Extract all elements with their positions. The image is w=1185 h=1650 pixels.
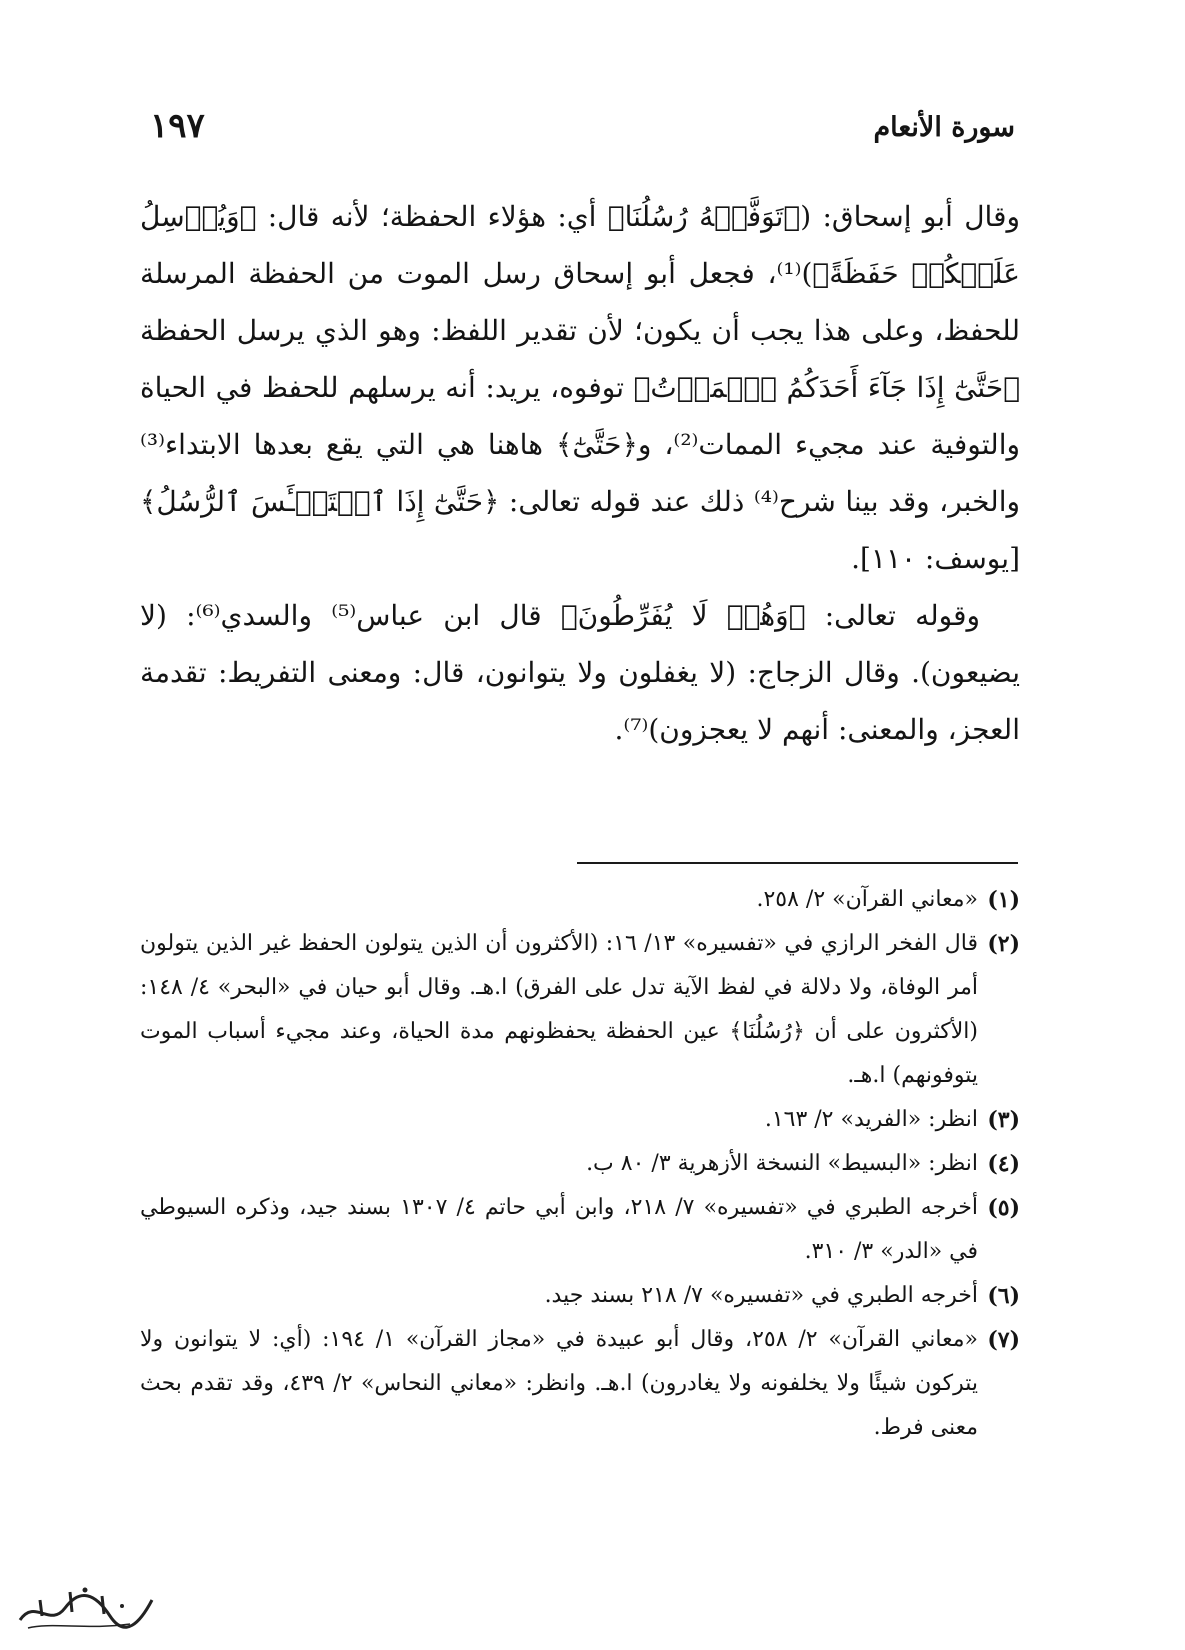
paragraph-2: وقوله تعالى: ﴿وَهُمۡ لَا يُفَرِّطُونَ﴾ قال ابن عباس⁽⁵⁾ والسدي⁽⁶⁾: (لا يضيعون). وقال الزجاج: (لا يغفلون ولا يتوانون، قال: ومعنى التفريط: تقدمة العجز، والمعنى: أنهم لا يعجزون)⁽⁷⁾. [140, 599, 1020, 746]
footnote-4 [140, 1142, 1020, 1186]
footnotes [140, 878, 1020, 1450]
footnote-5 [140, 1186, 1020, 1274]
footnote-text: أخرجه الطبري في «تفسيره» ٧/ ٢١٨، وابن أبي حاتم ٤/ ١٣٠٧ بسند جيد، وذكره السيوطي في «الدر» ٣/ ٣١٠. [140, 1195, 979, 1264]
footnote-text: أخرجه الطبري في «تفسيره» ٧/ ٢١٨ بسند جيد. [544, 1283, 978, 1308]
footnote-number: (٥) [987, 1195, 1020, 1221]
footnote-number: (١) [987, 887, 1020, 913]
footnote-number: (٣) [987, 1107, 1020, 1133]
page-header [150, 106, 1015, 162]
footnote-7 [140, 1318, 1020, 1450]
footnote-number: (٢) [987, 931, 1020, 957]
footnote-text: قال الفخر الرازي في «تفسيره» ١٣/ ١٦: (الأكثرون أن الذين يتولون الحفظ غير الذين يتولون أمر الوفاة، ولا دلالة في لفظ الآية تدل على الفرق) ا.هـ. وقال أبو حيان في «البحر» ٤/ ١٤٨: (الأكثرون على أن ﴿رُسُلُنَا﴾ عين الحفظة يحفظونهم مدة الحياة، وعند مجيء أسباب الموت يتوفونهم) ا.هـ. [140, 931, 979, 1088]
footnote-text: «معاني القرآن» ٢/ ٢٥٨، وقال أبو عبيدة في «مجاز القرآن» ١/ ١٩٤: (أي: لا يتوانون ولا يتركون شيئًا ولا يخلفونه ولا يغادرون) ا.هـ. وانظر: «معاني النحاس» ٢/ ٤٣٩، وقد تقدم بحث معنى فرط. [140, 1327, 979, 1440]
footnote-number: (٤) [987, 1151, 1020, 1177]
publisher-stamp-logo [10, 1578, 160, 1638]
footnote-3 [140, 1098, 1020, 1142]
paragraph-1: وقال أبو إسحاق: (﴿تَوَفَّتۡهُ رُسُلُنَا﴾ أي: هؤلاء الحفظة؛ لأنه قال: ﴿وَيُرۡسِلُ عَلَيۡكُمۡ حَفَظَةً﴾)⁽¹⁾، فجعل أبو إسحاق رسل الموت من الحفظة المرسلة للحفظ، وعلى هذا يجب أن يكون؛ لأن تقدير اللفظ: وهو الذي يرسل الحفظة ﴿حَتَّىٰٓ إِذَا جَآءَ أَحَدَكُمُ ٱلۡمَوۡتُ﴾ توفوه، يريد: أنه يرسلهم للحفظ في الحياة والتوفية عند مجيء الممات⁽²⁾، و﴿حَتَّىٰٓ﴾ هاهنا هي التي يقع بعدها الابتداء⁽³⁾ والخبر، وقد بينا شرح⁽⁴⁾ ذلك عند قوله تعالى: ﴿حَتَّىٰٓ إِذَا ٱسۡتَيۡـَٔسَ ٱلرُّسُلُ﴾ [يوسف: ١١٠]. [140, 200, 1021, 575]
footnote-1 [140, 878, 1020, 922]
surah-title: سورة الأنعام [873, 112, 1015, 143]
footnote-separator [577, 862, 1018, 864]
main-text [140, 188, 1020, 758]
footnote-2 [140, 922, 1020, 1098]
footnote-6 [140, 1274, 1020, 1318]
footnote-number: (٦) [987, 1283, 1020, 1309]
footnote-text: انظر: «الفريد» ٢/ ١٦٣. [764, 1107, 978, 1132]
footnote-text: انظر: «البسيط» النسخة الأزهرية ٣/ ٨٠ ب. [586, 1151, 978, 1176]
page-number: ١٩٧ [150, 106, 205, 146]
footnote-text: «معاني القرآن» ٢/ ٢٥٨. [756, 887, 978, 912]
footnote-number: (٧) [987, 1327, 1020, 1353]
